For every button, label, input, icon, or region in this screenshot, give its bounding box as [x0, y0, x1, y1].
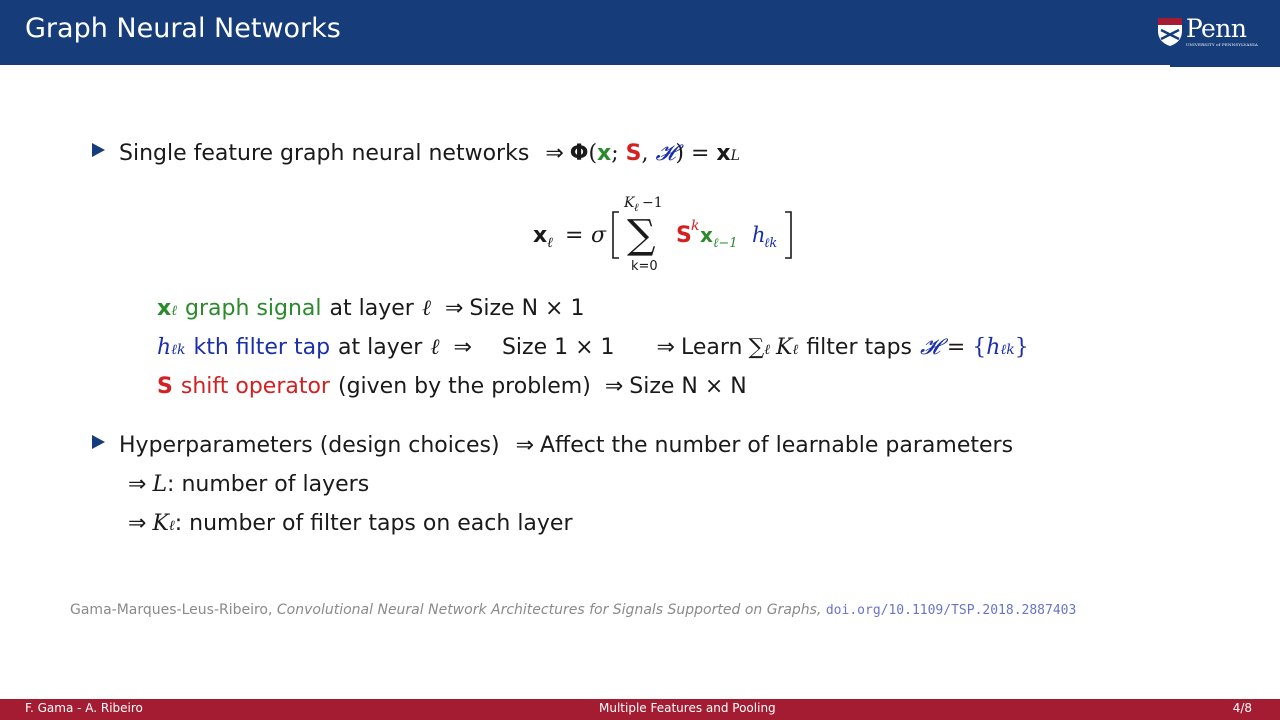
citation-title: Convolutional Neural Network Architectures for Signals Supported on Graphs,	[276, 602, 822, 618]
def-signal-desc: graph signal	[185, 296, 322, 321]
penn-logo	[1157, 14, 1258, 50]
def-shift	[157, 373, 747, 401]
eq-left-bracket	[613, 212, 619, 258]
eq-sum-sign: ∑	[627, 212, 656, 258]
eq-equals: =	[565, 223, 584, 248]
def-filter-mid: at layer	[338, 335, 423, 360]
eq-sum-upper-rest: −1	[642, 195, 663, 211]
penn-shield-icon	[1157, 17, 1183, 47]
def-signal-layer: ℓ	[421, 296, 431, 321]
hyper-item-taps-sub: ℓ	[168, 518, 175, 534]
layer-equation	[533, 190, 803, 270]
def-signal-sym: x	[157, 296, 172, 321]
citation-authors: Gama-Marques-Leus-Ribeiro,	[70, 602, 273, 618]
footer-authors: F. Gama - A. Ribeiro	[25, 701, 143, 715]
phi-symbol: Φ	[569, 141, 589, 166]
slide-footer	[0, 699, 1280, 720]
eq-x-sub: ℓ−1	[713, 236, 738, 251]
hyper-item-taps-sym: K	[152, 511, 169, 536]
def-shift-sym: S	[157, 374, 173, 399]
citation	[70, 602, 1076, 618]
def-signal	[157, 295, 584, 325]
implies-arrow-icon: ⇒	[604, 374, 624, 399]
bullet-triangle-icon	[92, 435, 105, 449]
def-filter: h ℓk kth filter tap at layer ℓ ⇒ Size 1 × 1 ⇒ Learn ∑ ℓ K ℓ filter taps 𝓗 = { h ℓk }	[157, 334, 1029, 364]
formula-out-sub: L	[730, 148, 740, 164]
eq-sum-upper-sub: ℓ	[634, 201, 639, 214]
formula-h: 𝓗	[655, 141, 676, 166]
def-filter-result: Size 1 × 1	[501, 335, 615, 360]
bullet-gnn-text: Single feature graph neural networks	[119, 141, 530, 166]
hyper-item-taps	[128, 510, 573, 540]
eq-h: h	[752, 223, 766, 247]
hyper-item-layers-desc: : number of layers	[167, 472, 370, 497]
eq-x: x	[700, 223, 713, 247]
eq-sum-upper: K	[624, 195, 635, 211]
bullet-hyperparams-result: Affect the number of learnable parameters	[540, 433, 1014, 458]
implies-arrow-icon: ⇒	[656, 335, 675, 360]
def-signal-sub: ℓ	[171, 303, 178, 319]
logo-wordmark: Penn	[1185, 14, 1247, 43]
citation-doi-link[interactable]: doi.org/10.1109/TSP.2018.2887403	[825, 603, 1077, 618]
def-shift-desc: shift operator	[180, 374, 330, 399]
bullet-gnn: Single feature graph neural networks ⇒ Φ ( x ; S , 𝓗 ) = x L	[92, 140, 740, 170]
slide-header	[0, 0, 1280, 65]
implies-arrow-icon: ⇒	[444, 296, 464, 321]
formula-out: x	[716, 141, 731, 166]
eq-lhs-sub: ℓ	[547, 235, 553, 251]
def-filter-extra2: filter taps	[806, 335, 913, 360]
implies-arrow-icon: ⇒	[515, 433, 534, 458]
implies-arrow-icon: ⇒	[128, 511, 147, 536]
eq-shift-sup: k	[691, 218, 700, 234]
def-filter-sym: h	[157, 335, 172, 360]
def-shift-result: Size N × N	[629, 374, 747, 399]
hyper-item-taps-desc: : number of filter taps on each layer	[174, 511, 573, 536]
bullet-triangle-icon	[92, 143, 105, 157]
formula-x: x	[597, 141, 612, 166]
formula-s: S	[625, 141, 642, 166]
sum-sign: ∑	[748, 335, 765, 360]
def-filter-extra: Learn	[680, 335, 743, 360]
eq-shift: S	[676, 223, 692, 248]
logo-subtitle: UNIVERSITY of PENNSYLVANIA	[1185, 42, 1258, 47]
hyper-item-layers	[128, 471, 369, 499]
def-filter-layer: ℓ	[430, 335, 440, 360]
eq-h-sub: ℓk	[764, 236, 778, 251]
implies-arrow-icon: ⇒	[545, 141, 564, 166]
def-signal-mid: at layer	[329, 296, 414, 321]
eq-sigma: σ	[591, 223, 607, 248]
implies-arrow-icon: ⇒	[128, 472, 147, 497]
eq-sum-lower: k=0	[631, 259, 658, 270]
footer-page-number: 4/8	[1232, 701, 1252, 715]
def-shift-mid: (given by the problem)	[337, 374, 591, 399]
header-rule	[1170, 65, 1280, 67]
def-filter-sub: ℓk	[171, 342, 186, 358]
bullet-hyperparams-text: Hyperparameters (design choices)	[119, 433, 500, 458]
slide-title: Graph Neural Networks	[25, 13, 341, 44]
bullet-hyperparams	[92, 432, 1013, 460]
eq-lhs: x	[533, 223, 548, 248]
def-filter-desc: kth filter tap	[193, 335, 331, 360]
eq-right-bracket	[785, 212, 791, 258]
hyper-item-layers-sym: L	[152, 472, 168, 497]
def-signal-result: Size N × 1	[469, 296, 585, 321]
footer-section: Multiple Features and Pooling	[599, 701, 776, 715]
implies-arrow-icon: ⇒	[453, 335, 472, 360]
